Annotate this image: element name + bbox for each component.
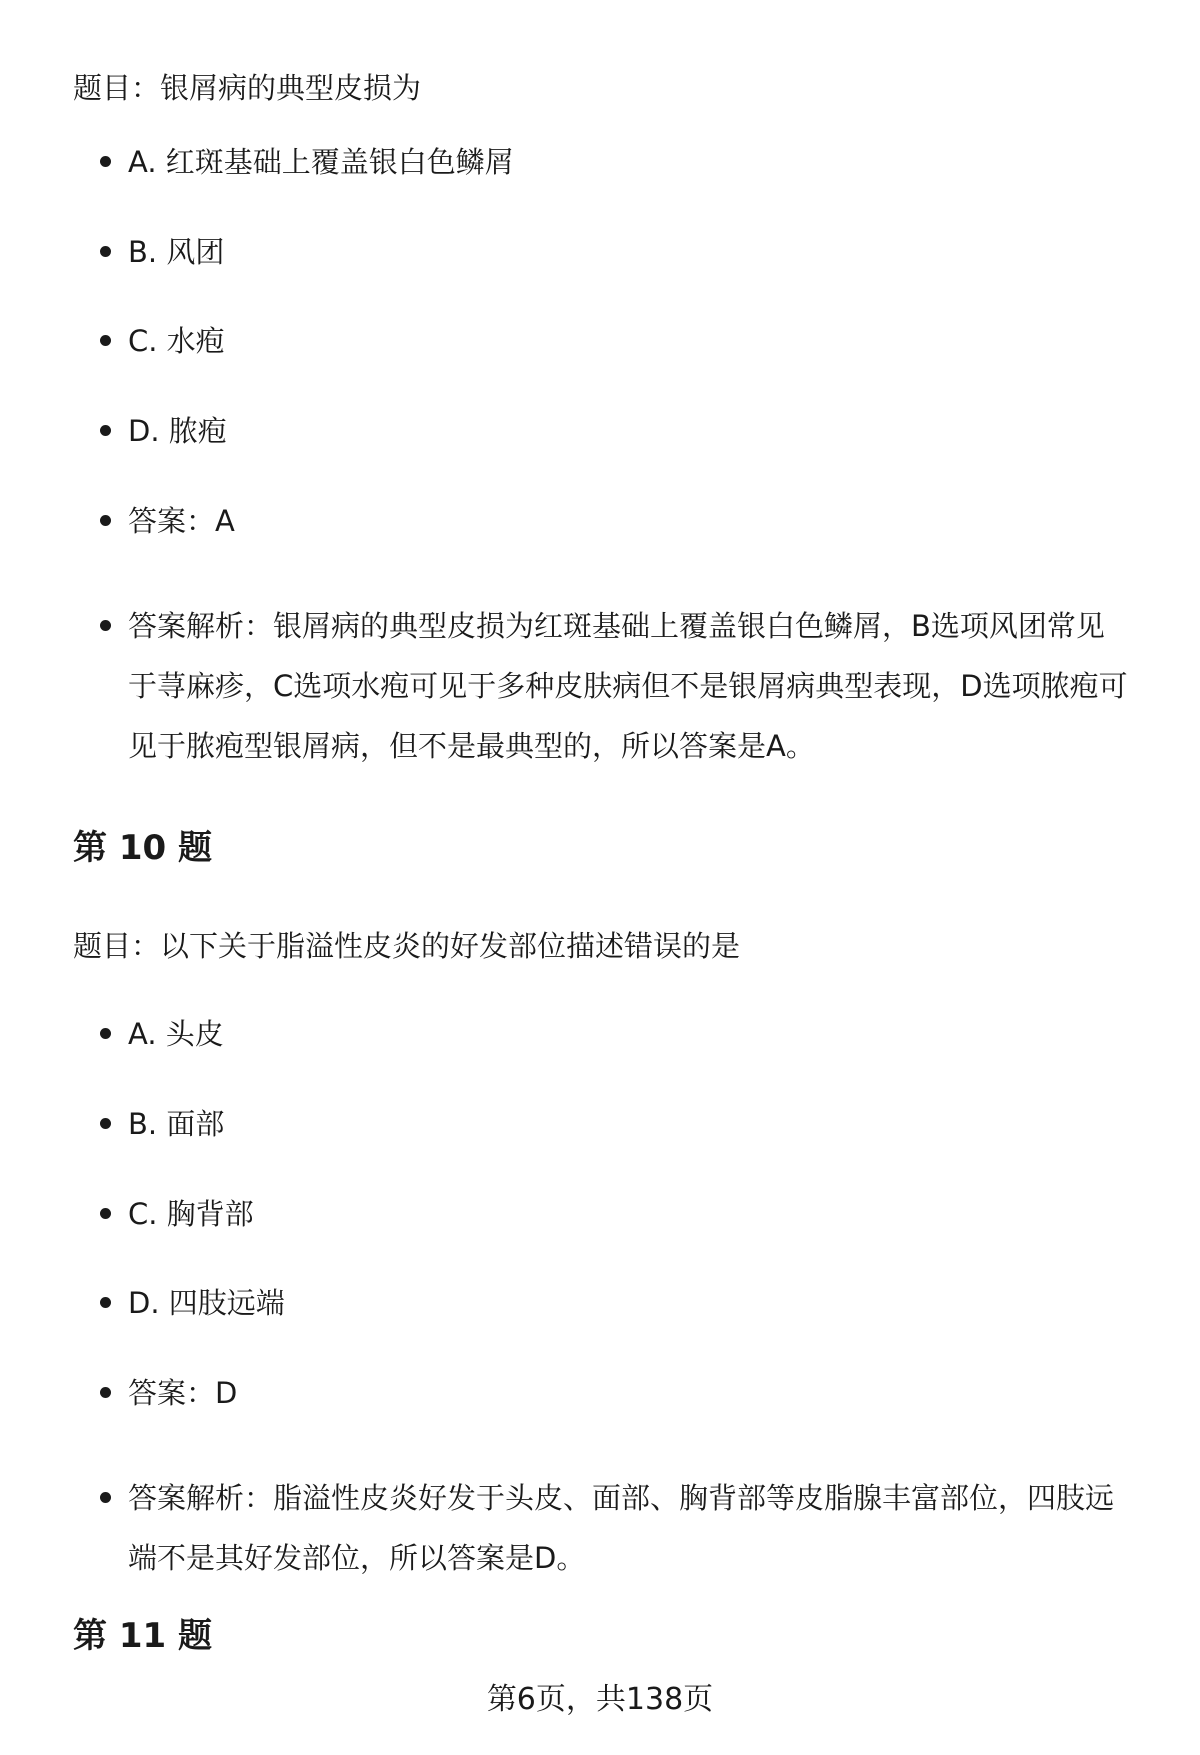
bullet-icon (100, 1118, 111, 1129)
bullet-icon (100, 1297, 111, 1308)
bullet-icon (100, 1208, 111, 1219)
bullet-icon (100, 1387, 111, 1398)
page-footer: 第6页，共138页 (486, 1682, 714, 1717)
question-11-heading: 第 11 题 (73, 1616, 212, 1656)
bullet-icon (100, 1492, 111, 1503)
option-b-text: B. 风团 (128, 235, 225, 269)
bullet-icon (100, 1028, 111, 1039)
bullet-icon (100, 156, 111, 167)
option-d-text: D. 脓疱 (128, 414, 227, 448)
answer-text: 答案：A (128, 504, 235, 538)
bullet-icon (100, 620, 111, 631)
option-a-text: A. 红斑基础上覆盖银白色鳞屑 (128, 145, 514, 179)
bullet-icon (100, 515, 111, 526)
bullet-icon (100, 425, 111, 436)
bullet-icon (100, 246, 111, 257)
option-a-text: A. 头皮 (128, 1017, 224, 1051)
question-9-text: 题目：银屑病的典型皮损为 (73, 71, 422, 105)
explanation-text: 答案解析：银屑病的典型皮损为红斑基础上覆盖银白色鳞屑，B选项风团常见于荨麻疹，C选项水疱可见于多种皮肤病但不是银屑病典型表现，D选项脓疱可见于脓疱型银屑病，但不是最典型的，所以答案是A。 (128, 609, 1128, 763)
option-d-text: D. 四肢远端 (128, 1286, 285, 1320)
question-10-text: 题目：以下关于脂溢性皮炎的好发部位描述错误的是 (73, 929, 741, 963)
option-c-text: C. 胸背部 (128, 1197, 254, 1231)
answer-text: 答案：D (128, 1376, 238, 1410)
explanation-text: 答案解析：脂溢性皮炎好发于头皮、面部、胸背部等皮脂腺丰富部位，四肢远端不是其好发部位，所以答案是D。 (128, 1481, 1115, 1575)
question-10-heading: 第 10 题 (73, 828, 212, 868)
option-c-text: C. 水疱 (128, 324, 225, 358)
bullet-icon (100, 335, 111, 346)
option-b-text: B. 面部 (128, 1107, 225, 1141)
